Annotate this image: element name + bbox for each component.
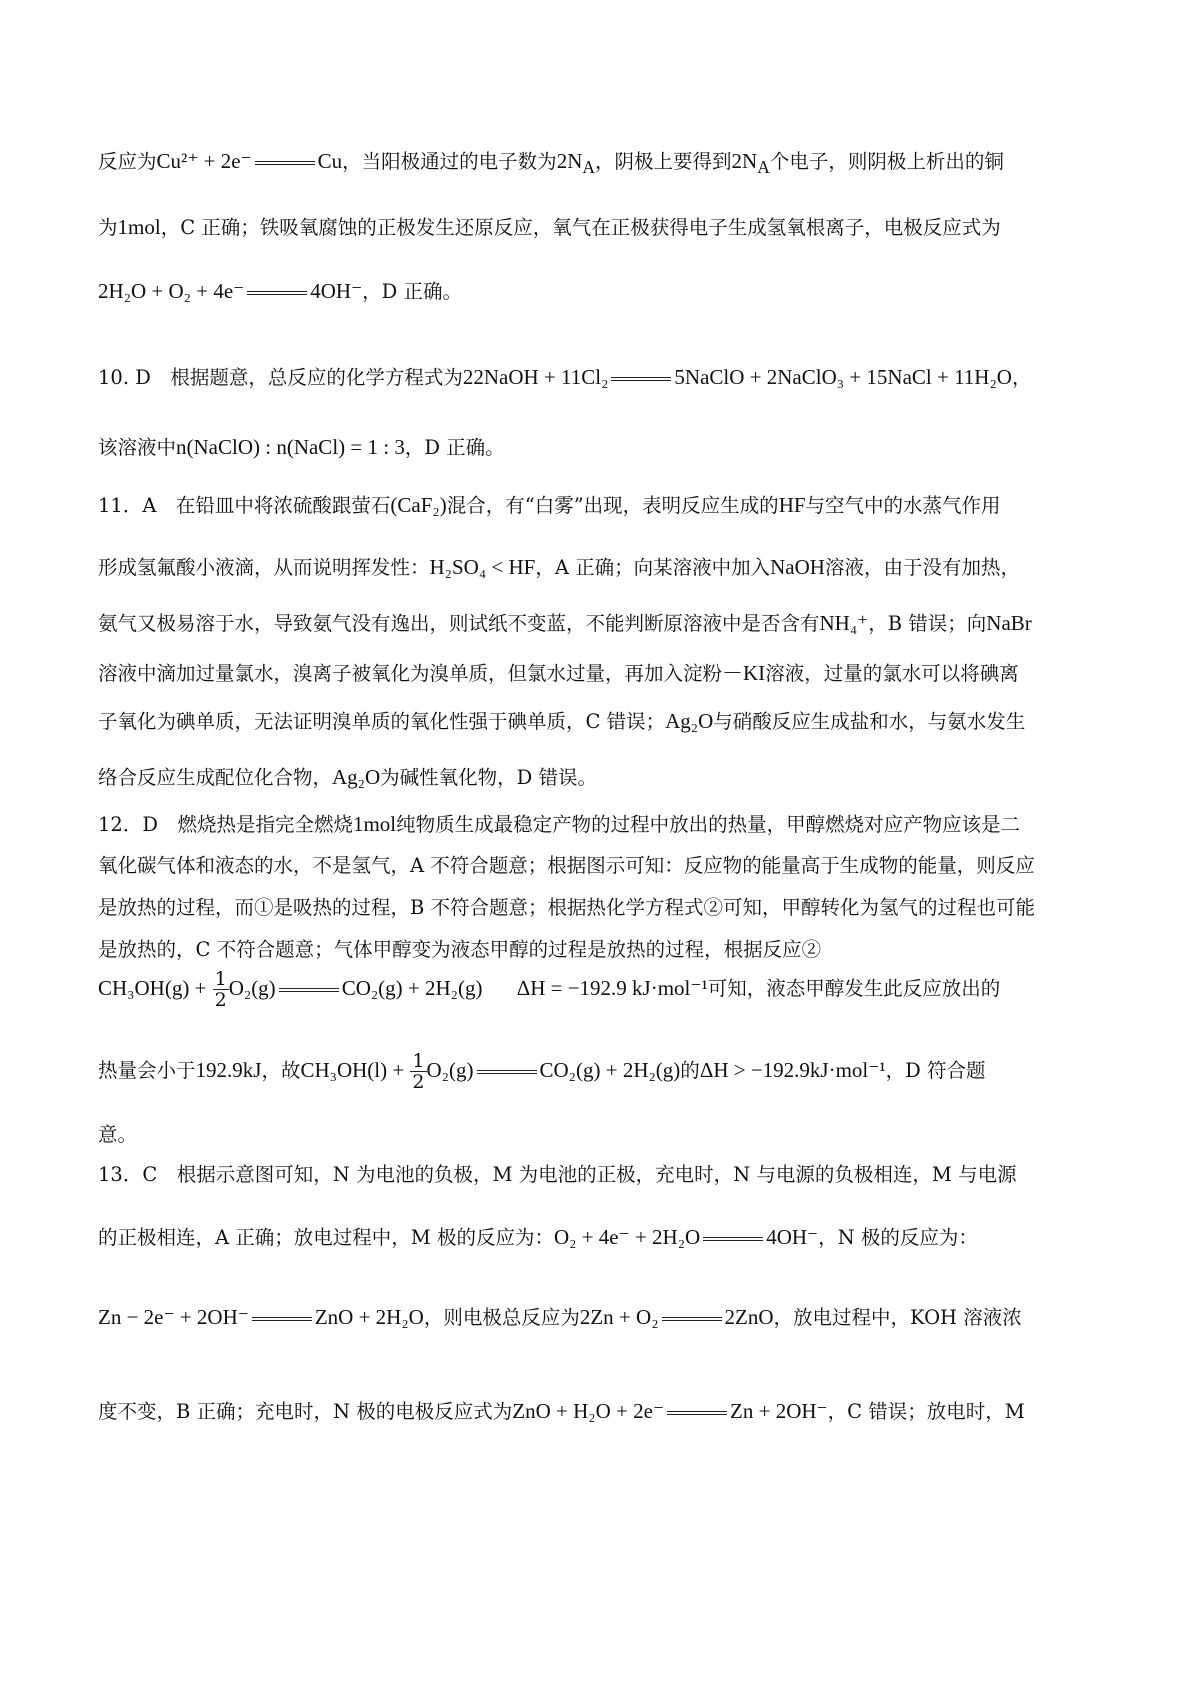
formula: HF: [778, 493, 806, 517]
equals-arrow: [477, 1070, 537, 1074]
text: ，: [1011, 366, 1032, 389]
equals-arrow: [247, 291, 307, 295]
text: ，D 符合题: [885, 1059, 986, 1082]
text: 溶液，过量的氯水可以将碘离: [765, 662, 1019, 685]
text-line: [98, 809, 1120, 840]
text: 与硝酸反应生成盐和水，与氨水发生: [713, 710, 1026, 733]
equals-arrow: [255, 161, 315, 165]
text: 11．A 在铅皿中将浓硫酸跟萤石: [98, 494, 391, 517]
formula: NaBr: [986, 611, 1032, 635]
text: ，D 正确。: [404, 436, 505, 459]
formula: CO₂(g) + 2H₂(g): [539, 1058, 681, 1082]
formula: Ag₂O: [332, 765, 381, 789]
text-line: 是放热的过程，而①是吸热的过程，B 不符合题意；根据热化学方程式②可知，甲醇转化为氢气的过程也可能: [98, 896, 1036, 919]
formula: $2N_A$: [731, 149, 770, 178]
text-line: 13．C 根据示意图可知，N 为电池的负极，M 为电池的正极，充电时，N 与电源的负极相连，M 与电源: [98, 1163, 1017, 1186]
text-line: [98, 362, 1120, 393]
text-line: [98, 1396, 1120, 1427]
formula: ZnO + 2H₂O: [314, 1305, 424, 1329]
formula: Cu: [317, 149, 343, 173]
formula: NH₄⁺: [819, 611, 869, 635]
text-line: [98, 432, 1120, 463]
formula: 2H₂O + O₂ + 4e⁻: [98, 279, 245, 303]
text-line: [98, 706, 1120, 737]
text: 溶液，由于没有加热，: [824, 556, 1020, 579]
formula: ΔH > −192.9kJ·mol⁻¹: [699, 1058, 886, 1082]
text: 为碱性氧化物，D 错误。: [380, 766, 598, 789]
formula: O₂(g): [228, 976, 276, 1000]
text: ，阴极上要得到: [595, 150, 732, 173]
formula: n(NaClO) : n(NaCl) = 1 : 3: [176, 435, 405, 459]
formula: CO₂(g) + 2H₂(g): [341, 976, 483, 1000]
text-line: [98, 276, 1120, 307]
text-line: [98, 608, 1120, 639]
formula: 2ZnO: [724, 1305, 774, 1329]
formula: 192.9kJ: [195, 1058, 262, 1082]
formula: CH₃OH(g) +: [98, 976, 207, 1000]
formula: －KI: [722, 661, 766, 685]
text-line: [98, 1222, 1120, 1253]
text: 该溶液中: [98, 436, 177, 459]
text: ，C 正确；铁吸氧腐蚀的正极发生还原反应，氧气在正极获得电子生成氢氧根离子，电极反应式为: [160, 216, 1001, 239]
formula: 22NaOH + 11Cl₂: [462, 365, 609, 389]
equals-arrow: [279, 988, 339, 992]
text: ，B 错误；向: [868, 612, 987, 635]
formula: Ag₂O: [665, 709, 714, 733]
equals-arrow: [662, 1317, 722, 1321]
text-line: 意。: [98, 1123, 138, 1146]
text: ，D 正确。: [362, 280, 462, 303]
text: 热量会小于: [98, 1059, 196, 1082]
formula: NaOH: [770, 555, 825, 579]
text-line: [98, 1040, 1120, 1101]
formula: 1mol: [117, 215, 161, 239]
formula: 1mol: [352, 812, 397, 836]
text: 溶液中滴加过量氯水，溴离子被氧化为溴单质，但氯水过量，再加入淀粉: [98, 662, 723, 685]
text: 与空气中的水蒸气作用: [805, 494, 1001, 517]
equals-arrow: [252, 1317, 312, 1321]
text: ，放电过程中，KOH 溶液浓: [773, 1306, 1022, 1329]
fraction: $\frac{1}{2}$: [412, 1050, 425, 1093]
formula: 4OH⁻: [766, 1225, 819, 1249]
equals-arrow: [611, 377, 671, 381]
equals-arrow: [667, 1411, 727, 1415]
formula: Zn + 2OH⁻: [730, 1399, 828, 1423]
text-line: 是放热的，C 不符合题意；气体甲醇变为液态甲醇的过程是放热的过程，根据反应②: [98, 938, 822, 961]
formula: Cu²⁺ + 2e⁻: [156, 149, 252, 173]
text-line: [98, 958, 1120, 1019]
text: 子氧化为碘单质，无法证明溴单质的氧化性强于碘单质，C 错误；: [98, 710, 666, 733]
formula: O₂(g): [426, 1058, 474, 1082]
text-line: 氧化碳气体和液态的水，不是氢气，A 不符合题意；根据图示可知：反应物的能量高于生成物的能量，则反应: [98, 854, 1035, 877]
formula: O₂ + 4e⁻ + 2H₂O: [553, 1225, 701, 1249]
formula: CH₃OH(l) +: [300, 1058, 405, 1082]
text: ，故: [261, 1059, 301, 1082]
text: 为: [98, 216, 118, 239]
text: 可知，液态甲醇发生此反应放出的: [707, 977, 1001, 1000]
text-line: [98, 658, 1120, 689]
formula: H₂SO₄ < HF: [429, 555, 536, 579]
text: ，N 极的反应为：: [818, 1226, 978, 1249]
text: 氨气又极易溶于水，导致氨气没有逸出，则试纸不变蓝，不能判断原溶液中是否含有: [98, 612, 820, 635]
formula: 5NaClO + 2NaClO₃ + 15NaCl + 11H₂O: [674, 365, 1012, 389]
text-line: [98, 490, 1120, 521]
text: 个电子，则阴极上析出的铜: [769, 150, 1004, 173]
fraction: $\frac{1}{2}$: [214, 968, 227, 1011]
text: 度不变，B 正确；充电时，N 极的电极反应式为: [98, 1400, 513, 1423]
text-line: [98, 1302, 1120, 1333]
formula: ΔH = −192.9 kJ·mol⁻¹: [516, 976, 708, 1000]
text: 形成氢氟酸小液滴，从而说明挥发性：: [98, 556, 430, 579]
text-line: [98, 552, 1120, 583]
formula: Zn − 2e⁻ + 2OH⁻: [98, 1305, 249, 1329]
text-line: [98, 212, 1120, 243]
text-line: [98, 762, 1120, 793]
text: ，A 正确；向某溶液中加入: [535, 556, 771, 579]
text: ，则电极总反应为: [423, 1306, 580, 1329]
formula: ZnO + H₂O + 2e⁻: [512, 1399, 665, 1423]
text: 12．D 燃烧热是指完全燃烧: [98, 813, 353, 836]
formula: 4OH⁻: [310, 279, 363, 303]
formula: $2N_A$: [556, 149, 595, 178]
text: 反应为: [98, 150, 157, 173]
text: 10. D 根据题意，总反应的化学方程式为: [98, 366, 463, 389]
text: 混合，有“白雾”出现，表明反应生成的: [446, 494, 779, 517]
text: 络合反应生成配位化合物，: [98, 766, 333, 789]
formula: (CaF₂): [390, 493, 447, 517]
text: 纯物质生成最稳定产物的过程中放出的热量，甲醇燃烧对应产物应该是二: [396, 813, 1021, 836]
equals-arrow: [703, 1237, 763, 1241]
text: ，当阳极通过的电子数为: [342, 150, 557, 173]
text: ，C 错误；放电时，M: [827, 1400, 1025, 1423]
text-line: [98, 146, 1120, 182]
formula: 2Zn + O₂: [579, 1305, 659, 1329]
text: 的正极相连，A 正确；放电过程中，M 极的反应为：: [98, 1226, 554, 1249]
text: 的: [680, 1059, 700, 1082]
